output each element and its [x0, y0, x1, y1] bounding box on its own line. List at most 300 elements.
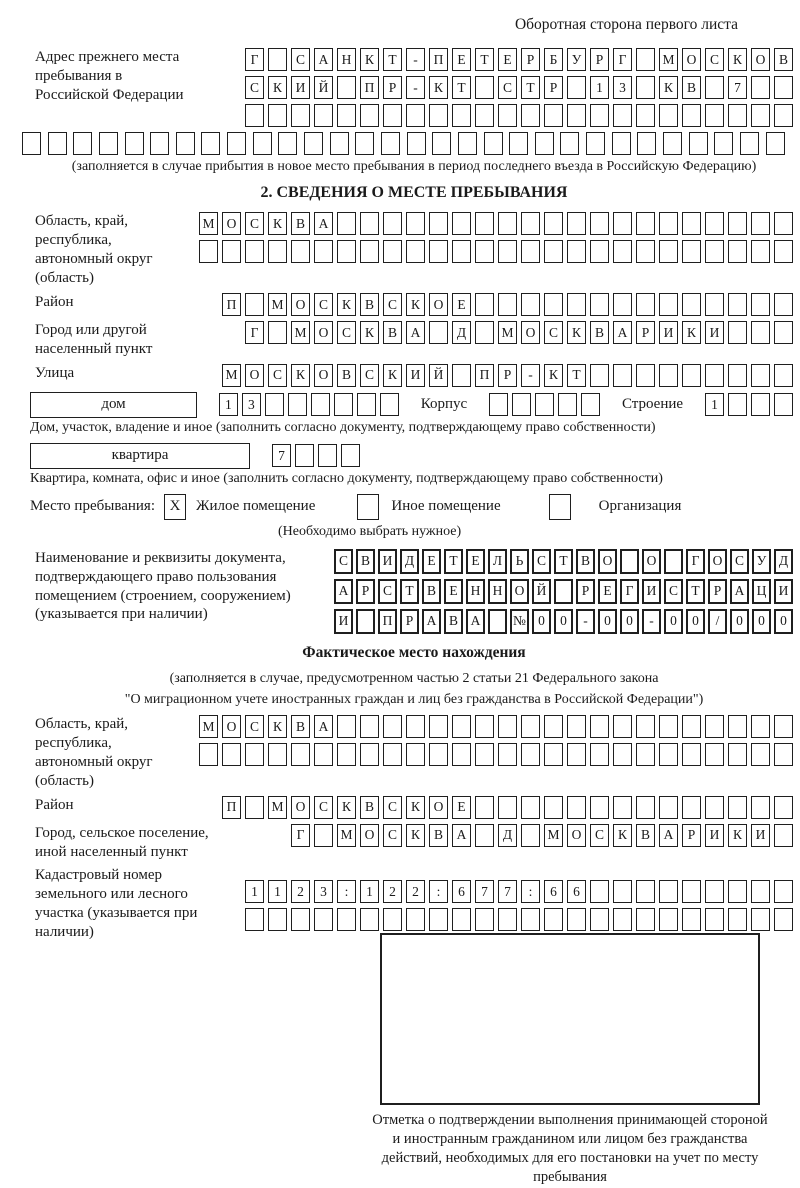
char-cell[interactable]	[458, 132, 477, 155]
char-cell[interactable]: Н	[337, 48, 356, 71]
char-cell[interactable]: №	[510, 609, 529, 634]
char-cell[interactable]: Р	[521, 48, 540, 71]
char-cell[interactable]	[521, 743, 540, 766]
char-cell[interactable]	[636, 796, 655, 819]
char-cell[interactable]: М	[659, 48, 678, 71]
char-cell[interactable]: С	[383, 824, 402, 847]
char-cell[interactable]: 1	[219, 393, 238, 416]
char-cell[interactable]	[245, 104, 264, 127]
char-cell[interactable]	[682, 908, 701, 931]
char-cell[interactable]: С	[498, 76, 517, 99]
char-cell[interactable]	[278, 132, 297, 155]
char-cell[interactable]: Т	[686, 579, 705, 604]
char-cell[interactable]: К	[291, 364, 310, 387]
char-cell[interactable]	[567, 715, 586, 738]
char-cell[interactable]: А	[422, 609, 441, 634]
char-cell[interactable]	[659, 796, 678, 819]
char-cell[interactable]	[659, 293, 678, 316]
char-cell[interactable]	[544, 104, 563, 127]
char-cell[interactable]: Е	[466, 549, 485, 574]
char-cell[interactable]	[429, 743, 448, 766]
char-cell[interactable]	[774, 824, 793, 847]
char-cell[interactable]	[728, 293, 747, 316]
char-cell[interactable]: О	[360, 824, 379, 847]
char-cell[interactable]	[613, 796, 632, 819]
char-cell[interactable]: Р	[590, 48, 609, 71]
char-cell[interactable]: О	[222, 212, 241, 235]
char-cell[interactable]: Р	[400, 609, 419, 634]
char-cell[interactable]: 6	[452, 880, 471, 903]
char-cell[interactable]: Р	[498, 364, 517, 387]
char-cell[interactable]	[728, 212, 747, 235]
char-cell[interactable]	[774, 104, 793, 127]
char-cell[interactable]	[659, 908, 678, 931]
char-cell[interactable]: И	[705, 321, 724, 344]
char-cell[interactable]	[360, 743, 379, 766]
char-cell[interactable]	[590, 104, 609, 127]
char-cell[interactable]	[636, 364, 655, 387]
char-cell[interactable]: 0	[598, 609, 617, 634]
char-cell[interactable]	[432, 132, 451, 155]
char-cell[interactable]: Г	[245, 48, 264, 71]
char-cell[interactable]: 7	[728, 76, 747, 99]
char-cell[interactable]	[751, 212, 770, 235]
checkbox-zhiloe[interactable]: X	[164, 494, 186, 520]
char-cell[interactable]	[705, 212, 724, 235]
char-cell[interactable]: А	[314, 212, 333, 235]
char-cell[interactable]: С	[664, 579, 683, 604]
char-cell[interactable]: О	[510, 579, 529, 604]
char-cell[interactable]	[475, 212, 494, 235]
char-cell[interactable]: Е	[452, 293, 471, 316]
char-cell[interactable]: П	[222, 796, 241, 819]
char-cell[interactable]: И	[659, 321, 678, 344]
char-cell[interactable]	[590, 796, 609, 819]
char-cell[interactable]	[751, 293, 770, 316]
char-cell[interactable]	[659, 743, 678, 766]
char-cell[interactable]: С	[360, 364, 379, 387]
char-cell[interactable]: А	[730, 579, 749, 604]
char-cell[interactable]	[636, 48, 655, 71]
char-cell[interactable]	[590, 240, 609, 263]
char-cell[interactable]: Е	[598, 579, 617, 604]
char-cell[interactable]: Н	[466, 579, 485, 604]
char-cell[interactable]	[774, 76, 793, 99]
char-cell[interactable]	[751, 104, 770, 127]
char-cell[interactable]: С	[291, 48, 310, 71]
char-cell[interactable]	[774, 743, 793, 766]
char-cell[interactable]	[613, 908, 632, 931]
char-cell[interactable]: Т	[400, 579, 419, 604]
char-cell[interactable]: Р	[356, 579, 375, 604]
char-cell[interactable]: М	[498, 321, 517, 344]
char-cell[interactable]	[383, 715, 402, 738]
char-cell[interactable]	[774, 880, 793, 903]
char-cell[interactable]	[521, 796, 540, 819]
char-cell[interactable]: С	[245, 715, 264, 738]
char-cell[interactable]: Е	[422, 549, 441, 574]
char-cell[interactable]: О	[598, 549, 617, 574]
char-cell[interactable]	[337, 240, 356, 263]
char-cell[interactable]	[774, 715, 793, 738]
char-cell[interactable]: К	[337, 796, 356, 819]
char-cell[interactable]	[567, 240, 586, 263]
char-cell[interactable]: С	[245, 212, 264, 235]
char-cell[interactable]	[311, 393, 330, 416]
char-cell[interactable]	[567, 743, 586, 766]
char-cell[interactable]	[590, 908, 609, 931]
char-cell[interactable]	[406, 104, 425, 127]
char-cell[interactable]	[498, 715, 517, 738]
char-cell[interactable]	[291, 743, 310, 766]
char-cell[interactable]	[429, 908, 448, 931]
char-cell[interactable]: И	[705, 824, 724, 847]
char-cell[interactable]	[636, 76, 655, 99]
char-cell[interactable]: П	[378, 609, 397, 634]
char-cell[interactable]	[705, 715, 724, 738]
char-cell[interactable]	[199, 240, 218, 263]
char-cell[interactable]	[590, 293, 609, 316]
char-cell[interactable]	[245, 743, 264, 766]
char-cell[interactable]	[73, 132, 92, 155]
char-cell[interactable]	[620, 549, 639, 574]
char-cell[interactable]: О	[314, 364, 333, 387]
char-cell[interactable]	[268, 104, 287, 127]
char-cell[interactable]: 2	[406, 880, 425, 903]
char-cell[interactable]	[383, 104, 402, 127]
char-cell[interactable]: В	[383, 321, 402, 344]
char-cell[interactable]	[659, 240, 678, 263]
char-cell[interactable]	[751, 715, 770, 738]
char-cell[interactable]: М	[199, 715, 218, 738]
char-cell[interactable]: 2	[383, 880, 402, 903]
char-cell[interactable]	[586, 132, 605, 155]
char-cell[interactable]	[544, 212, 563, 235]
char-cell[interactable]	[406, 743, 425, 766]
char-cell[interactable]: В	[774, 48, 793, 71]
char-cell[interactable]	[268, 240, 287, 263]
char-cell[interactable]	[613, 212, 632, 235]
char-cell[interactable]	[613, 743, 632, 766]
char-cell[interactable]: Л	[488, 549, 507, 574]
char-cell[interactable]	[612, 132, 631, 155]
char-cell[interactable]: С	[705, 48, 724, 71]
char-cell[interactable]: Т	[383, 48, 402, 71]
char-cell[interactable]	[751, 240, 770, 263]
char-cell[interactable]	[554, 579, 573, 604]
char-cell[interactable]	[636, 880, 655, 903]
char-cell[interactable]	[728, 743, 747, 766]
char-cell[interactable]	[475, 76, 494, 99]
char-cell[interactable]	[558, 393, 577, 416]
char-cell[interactable]	[429, 321, 448, 344]
char-cell[interactable]	[590, 212, 609, 235]
char-cell[interactable]	[452, 104, 471, 127]
char-cell[interactable]: В	[291, 715, 310, 738]
char-cell[interactable]: П	[475, 364, 494, 387]
char-cell[interactable]	[314, 908, 333, 931]
char-cell[interactable]	[383, 212, 402, 235]
char-cell[interactable]	[429, 212, 448, 235]
char-cell[interactable]	[544, 240, 563, 263]
char-cell[interactable]	[337, 104, 356, 127]
char-cell[interactable]	[521, 293, 540, 316]
char-cell[interactable]	[498, 240, 517, 263]
char-cell[interactable]	[429, 104, 448, 127]
char-cell[interactable]	[751, 393, 770, 416]
char-cell[interactable]: М	[337, 824, 356, 847]
char-cell[interactable]	[636, 743, 655, 766]
char-cell[interactable]	[521, 908, 540, 931]
char-cell[interactable]	[498, 908, 517, 931]
char-cell[interactable]: Б	[544, 48, 563, 71]
char-cell[interactable]	[682, 743, 701, 766]
char-cell[interactable]	[475, 240, 494, 263]
char-cell[interactable]	[728, 908, 747, 931]
char-cell[interactable]	[590, 743, 609, 766]
char-cell[interactable]	[488, 609, 507, 634]
char-cell[interactable]	[381, 132, 400, 155]
char-cell[interactable]	[636, 212, 655, 235]
char-cell[interactable]: А	[659, 824, 678, 847]
char-cell[interactable]: К	[728, 824, 747, 847]
char-cell[interactable]	[489, 393, 508, 416]
char-cell[interactable]: И	[334, 609, 353, 634]
char-cell[interactable]: И	[378, 549, 397, 574]
char-cell[interactable]: Р	[708, 579, 727, 604]
checkbox-inoe[interactable]	[357, 494, 379, 520]
char-cell[interactable]	[314, 743, 333, 766]
char-cell[interactable]: В	[360, 293, 379, 316]
char-cell[interactable]: С	[378, 579, 397, 604]
char-cell[interactable]: Й	[314, 76, 333, 99]
char-cell[interactable]	[475, 104, 494, 127]
char-cell[interactable]	[475, 796, 494, 819]
char-cell[interactable]: Ь	[510, 549, 529, 574]
char-cell[interactable]: Д	[498, 824, 517, 847]
char-cell[interactable]: В	[422, 579, 441, 604]
char-cell[interactable]: Т	[567, 364, 586, 387]
char-cell[interactable]: В	[429, 824, 448, 847]
char-cell[interactable]: В	[682, 76, 701, 99]
char-cell[interactable]	[341, 444, 360, 467]
char-cell[interactable]	[337, 908, 356, 931]
char-cell[interactable]	[304, 132, 323, 155]
char-cell[interactable]: С	[268, 364, 287, 387]
char-cell[interactable]	[452, 908, 471, 931]
char-cell[interactable]: 3	[613, 76, 632, 99]
char-cell[interactable]: К	[406, 796, 425, 819]
char-cell[interactable]	[728, 796, 747, 819]
char-cell[interactable]	[521, 715, 540, 738]
char-cell[interactable]: Й	[532, 579, 551, 604]
char-cell[interactable]: К	[268, 212, 287, 235]
char-cell[interactable]: В	[576, 549, 595, 574]
char-cell[interactable]: И	[406, 364, 425, 387]
char-cell[interactable]: П	[360, 76, 379, 99]
char-cell[interactable]	[265, 393, 284, 416]
char-cell[interactable]	[475, 293, 494, 316]
char-cell[interactable]	[318, 444, 337, 467]
char-cell[interactable]	[337, 212, 356, 235]
char-cell[interactable]	[705, 364, 724, 387]
char-cell[interactable]	[498, 104, 517, 127]
char-cell[interactable]	[774, 908, 793, 931]
char-cell[interactable]: К	[728, 48, 747, 71]
char-cell[interactable]: Т	[521, 76, 540, 99]
char-cell[interactable]: К	[360, 321, 379, 344]
char-cell[interactable]	[291, 240, 310, 263]
char-cell[interactable]: Е	[452, 796, 471, 819]
char-cell[interactable]: -	[406, 48, 425, 71]
char-cell[interactable]: 0	[532, 609, 551, 634]
char-cell[interactable]: 0	[686, 609, 705, 634]
char-cell[interactable]: А	[334, 579, 353, 604]
char-cell[interactable]: О	[429, 796, 448, 819]
char-cell[interactable]: Г	[291, 824, 310, 847]
char-cell[interactable]: -	[406, 76, 425, 99]
char-cell[interactable]: 3	[314, 880, 333, 903]
char-cell[interactable]: 2	[291, 880, 310, 903]
char-cell[interactable]	[544, 908, 563, 931]
char-cell[interactable]	[406, 715, 425, 738]
char-cell[interactable]: Н	[488, 579, 507, 604]
char-cell[interactable]	[521, 824, 540, 847]
char-cell[interactable]: К	[429, 76, 448, 99]
char-cell[interactable]	[452, 743, 471, 766]
char-cell[interactable]: Д	[774, 549, 793, 574]
char-cell[interactable]: С	[383, 796, 402, 819]
char-cell[interactable]: К	[567, 321, 586, 344]
char-cell[interactable]: К	[383, 364, 402, 387]
char-cell[interactable]	[360, 104, 379, 127]
char-cell[interactable]	[452, 364, 471, 387]
char-cell[interactable]: В	[590, 321, 609, 344]
char-cell[interactable]	[751, 364, 770, 387]
char-cell[interactable]	[512, 393, 531, 416]
char-cell[interactable]: Г	[686, 549, 705, 574]
char-cell[interactable]	[751, 743, 770, 766]
char-cell[interactable]	[659, 364, 678, 387]
char-cell[interactable]	[613, 293, 632, 316]
char-cell[interactable]: Й	[429, 364, 448, 387]
char-cell[interactable]	[268, 908, 287, 931]
char-cell[interactable]: О	[682, 48, 701, 71]
char-cell[interactable]	[291, 104, 310, 127]
char-cell[interactable]	[222, 240, 241, 263]
char-cell[interactable]	[659, 880, 678, 903]
char-cell[interactable]	[705, 908, 724, 931]
char-cell[interactable]	[682, 715, 701, 738]
char-cell[interactable]: -	[521, 364, 540, 387]
char-cell[interactable]	[245, 908, 264, 931]
char-cell[interactable]	[360, 715, 379, 738]
char-cell[interactable]: Г	[620, 579, 639, 604]
char-cell[interactable]: Р	[636, 321, 655, 344]
char-cell[interactable]	[521, 104, 540, 127]
char-cell[interactable]	[291, 908, 310, 931]
char-cell[interactable]	[636, 908, 655, 931]
char-cell[interactable]: О	[245, 364, 264, 387]
char-cell[interactable]	[774, 364, 793, 387]
char-cell[interactable]: К	[337, 293, 356, 316]
char-cell[interactable]	[125, 132, 144, 155]
char-cell[interactable]: Т	[475, 48, 494, 71]
char-cell[interactable]: К	[406, 824, 425, 847]
char-cell[interactable]: К	[544, 364, 563, 387]
char-cell[interactable]	[406, 908, 425, 931]
char-cell[interactable]: О	[291, 293, 310, 316]
char-cell[interactable]	[380, 393, 399, 416]
char-cell[interactable]	[544, 293, 563, 316]
checkbox-organizatsiya[interactable]	[549, 494, 571, 520]
char-cell[interactable]	[245, 293, 264, 316]
char-cell[interactable]: С	[314, 293, 333, 316]
char-cell[interactable]	[751, 76, 770, 99]
char-cell[interactable]	[201, 132, 220, 155]
char-cell[interactable]	[475, 743, 494, 766]
char-cell[interactable]	[659, 715, 678, 738]
char-cell[interactable]	[498, 743, 517, 766]
char-cell[interactable]: С	[383, 293, 402, 316]
char-cell[interactable]	[484, 132, 503, 155]
char-cell[interactable]	[521, 212, 540, 235]
char-cell[interactable]	[637, 132, 656, 155]
char-cell[interactable]: 0	[664, 609, 683, 634]
char-cell[interactable]	[245, 240, 264, 263]
char-cell[interactable]: В	[444, 609, 463, 634]
char-cell[interactable]: Т	[444, 549, 463, 574]
char-cell[interactable]	[567, 104, 586, 127]
char-cell[interactable]	[314, 824, 333, 847]
char-cell[interactable]	[740, 132, 759, 155]
char-cell[interactable]	[567, 76, 586, 99]
char-cell[interactable]: П	[222, 293, 241, 316]
char-cell[interactable]	[99, 132, 118, 155]
char-cell[interactable]	[728, 104, 747, 127]
char-cell[interactable]	[774, 796, 793, 819]
char-cell[interactable]	[705, 796, 724, 819]
char-cell[interactable]: У	[752, 549, 771, 574]
char-cell[interactable]: 1	[268, 880, 287, 903]
char-cell[interactable]	[429, 240, 448, 263]
char-cell[interactable]	[751, 908, 770, 931]
char-cell[interactable]: В	[291, 212, 310, 235]
char-cell[interactable]: Р	[544, 76, 563, 99]
char-cell[interactable]	[330, 132, 349, 155]
char-cell[interactable]: С	[334, 549, 353, 574]
char-cell[interactable]: С	[544, 321, 563, 344]
char-cell[interactable]	[682, 212, 701, 235]
char-cell[interactable]: К	[659, 76, 678, 99]
char-cell[interactable]: Г	[613, 48, 632, 71]
char-cell[interactable]: О	[291, 796, 310, 819]
char-cell[interactable]: О	[521, 321, 540, 344]
char-cell[interactable]: О	[567, 824, 586, 847]
char-cell[interactable]	[751, 796, 770, 819]
char-cell[interactable]	[567, 212, 586, 235]
char-cell[interactable]	[613, 104, 632, 127]
char-cell[interactable]: С	[314, 796, 333, 819]
char-cell[interactable]	[682, 104, 701, 127]
char-cell[interactable]	[590, 715, 609, 738]
char-cell[interactable]	[636, 104, 655, 127]
char-cell[interactable]: П	[429, 48, 448, 71]
char-cell[interactable]: 6	[567, 880, 586, 903]
char-cell[interactable]	[774, 393, 793, 416]
char-cell[interactable]	[337, 76, 356, 99]
char-cell[interactable]	[475, 824, 494, 847]
